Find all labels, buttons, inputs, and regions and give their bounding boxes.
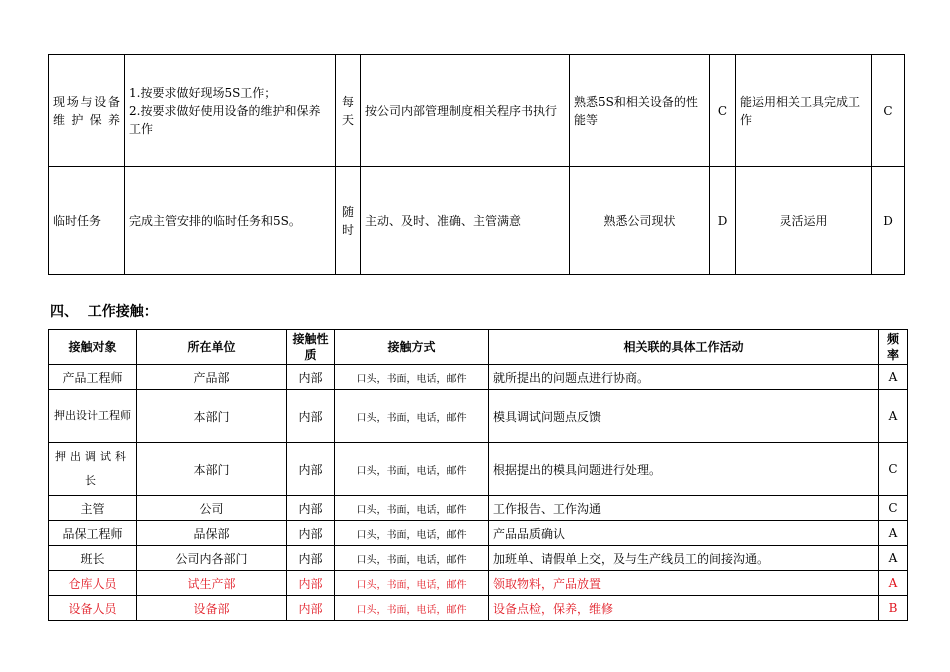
duty-knowledge: 熟悉5S和相关设备的性能等 <box>570 55 710 167</box>
contact-row-highlighted <box>49 571 908 596</box>
duty-item: 现场与设备维护保养 <box>49 55 125 167</box>
contact-activity: 就所提出的问题点进行协商。 <box>489 365 879 390</box>
contact-nature: 内部 <box>287 443 335 496</box>
duty-row <box>49 55 905 167</box>
contact-row <box>49 443 908 496</box>
contact-unit: 公司内各部门 <box>137 546 287 571</box>
contact-object: 主管 <box>49 496 137 521</box>
contact-header-row <box>49 330 908 365</box>
contact-method: 口头，书面，电话，邮件 <box>335 365 489 390</box>
header-contact-method: 接触方式 <box>335 330 489 365</box>
duty-skill-level: C <box>872 55 905 167</box>
duty-skill: 灵活运用 <box>736 167 872 275</box>
contact-object: 产品工程师 <box>49 365 137 390</box>
duty-standard: 主动、及时、准确、主管满意 <box>361 167 570 275</box>
contact-method: 口头，书面，电话，邮件 <box>335 521 489 546</box>
duty-skill: 能运用相关工具完成工作 <box>736 55 872 167</box>
duty-row <box>49 167 905 275</box>
contact-activity: 领取物料，产品放置 <box>489 571 879 596</box>
duty-knowledge: 熟悉公司现状 <box>570 167 710 275</box>
duty-content-line: 2.按要求做好使用设备的维护和保养工作 <box>129 103 321 136</box>
contact-nature: 内部 <box>287 390 335 443</box>
contact-unit: 本部门 <box>137 443 287 496</box>
contact-nature: 内部 <box>287 521 335 546</box>
contact-unit: 品保部 <box>137 521 287 546</box>
contact-nature: 内部 <box>287 365 335 390</box>
contact-unit: 试生产部 <box>137 571 287 596</box>
contact-unit: 设备部 <box>137 596 287 621</box>
contact-nature: 内部 <box>287 571 335 596</box>
duty-content <box>125 167 336 275</box>
contact-unit: 公司 <box>137 496 287 521</box>
duty-frequency: 随时 <box>336 167 361 275</box>
contact-row-highlighted <box>49 596 908 621</box>
contact-activity: 加班单、请假单上交，及与生产线员工的间接沟通。 <box>489 546 879 571</box>
contact-row <box>49 546 908 571</box>
contact-row <box>49 365 908 390</box>
contact-object: 品保工程师 <box>49 521 137 546</box>
contact-nature: 内部 <box>287 546 335 571</box>
contact-method: 口头，书面，电话，邮件 <box>335 496 489 521</box>
contact-activity: 工作报告、工作沟通 <box>489 496 879 521</box>
duty-knowledge-level: D <box>710 167 736 275</box>
contact-object: 班长 <box>49 546 137 571</box>
contact-frequency: A <box>879 390 908 443</box>
work-contact-table <box>48 329 908 621</box>
contact-frequency: B <box>879 596 908 621</box>
contact-frequency: C <box>879 496 908 521</box>
contact-object: 押出设计工程师 <box>49 390 137 443</box>
duty-standard: 按公司内部管理制度相关程序书执行 <box>361 55 570 167</box>
duty-item: 临时任务 <box>49 167 125 275</box>
contact-row <box>49 390 908 443</box>
contact-frequency: A <box>879 546 908 571</box>
contact-frequency: A <box>879 521 908 546</box>
header-work-activity: 相关联的具体工作活动 <box>489 330 879 365</box>
contact-activity: 根据提出的模具问题进行处理。 <box>489 443 879 496</box>
contact-nature: 内部 <box>287 596 335 621</box>
contact-unit: 产品部 <box>137 365 287 390</box>
section-heading: 四、 工作接触： <box>50 304 158 320</box>
contact-activity: 模具调试问题点反馈 <box>489 390 879 443</box>
duty-content-line: 1.按要求做好现场5S工作； <box>129 85 277 100</box>
contact-method: 口头，书面，电话，邮件 <box>335 596 489 621</box>
duty-content <box>125 55 336 167</box>
job-duty-table <box>48 54 905 275</box>
contact-frequency: A <box>879 571 908 596</box>
contact-method: 口头，书面，电话，邮件 <box>335 443 489 496</box>
contact-object: 设备人员 <box>49 596 137 621</box>
contact-object: 仓库人员 <box>49 571 137 596</box>
contact-row <box>49 521 908 546</box>
header-frequency: 频率 <box>879 330 908 365</box>
contact-method: 口头，书面，电话，邮件 <box>335 546 489 571</box>
contact-activity: 产品品质确认 <box>489 521 879 546</box>
contact-method: 口头，书面，电话，邮件 <box>335 571 489 596</box>
header-contact-nature: 接触性质 <box>287 330 335 365</box>
header-contact-object: 接触对象 <box>49 330 137 365</box>
contact-row <box>49 496 908 521</box>
contact-unit: 本部门 <box>137 390 287 443</box>
contact-activity: 设备点检，保养，维修 <box>489 596 879 621</box>
contact-object: 押出调试科长 <box>49 443 137 496</box>
duty-skill-level: D <box>872 167 905 275</box>
contact-frequency: A <box>879 365 908 390</box>
duty-knowledge-level: C <box>710 55 736 167</box>
duty-content-line: 完成主管安排的临时任务和5S。 <box>129 213 301 228</box>
header-unit: 所在单位 <box>137 330 287 365</box>
duty-frequency: 每天 <box>336 55 361 167</box>
contact-frequency: C <box>879 443 908 496</box>
contact-method: 口头，书面，电话，邮件 <box>335 390 489 443</box>
contact-nature: 内部 <box>287 496 335 521</box>
